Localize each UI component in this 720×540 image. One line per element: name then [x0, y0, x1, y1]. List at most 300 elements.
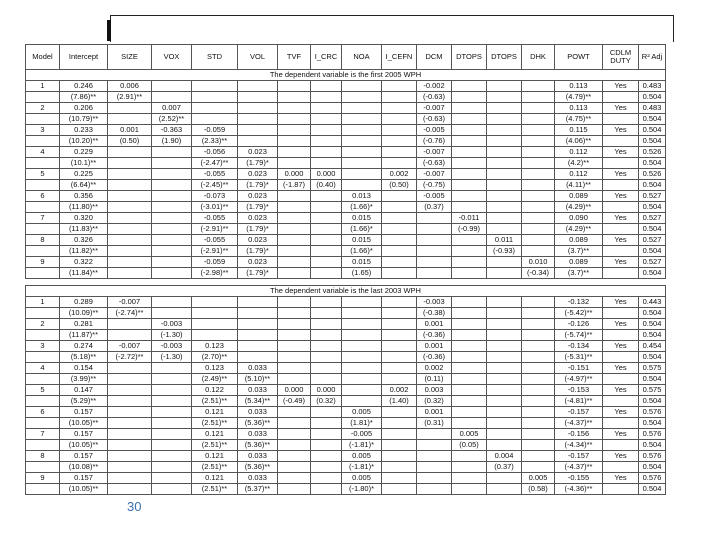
table-cell: 6 — [26, 191, 60, 202]
table-cell: 0.527 — [639, 235, 666, 246]
table-cell: 0.001 — [417, 319, 452, 330]
table-cell — [452, 396, 487, 407]
table-cell — [522, 451, 555, 462]
table-cell — [487, 213, 522, 224]
table-cell — [382, 352, 417, 363]
table-cell — [238, 114, 278, 125]
table-cell: (-4.97)** — [555, 374, 603, 385]
table-cell: 0.504 — [639, 224, 666, 235]
table-cell: (10.09)** — [60, 308, 108, 319]
table-cell: 0.112 — [555, 169, 603, 180]
table-cell — [108, 169, 152, 180]
table-cell: (4.75)** — [555, 114, 603, 125]
table-cell: (0.37) — [487, 462, 522, 473]
coefficient-row — [26, 235, 666, 246]
column-header: Intercept — [60, 45, 108, 70]
table-cell: 0.526 — [639, 147, 666, 158]
tstat-row — [26, 418, 666, 429]
table-cell: (1.81)* — [342, 418, 382, 429]
table-cell — [452, 363, 487, 374]
table-cell — [108, 385, 152, 396]
table-cell — [487, 407, 522, 418]
table-cell: (-4.36)** — [555, 484, 603, 495]
table-cell — [417, 246, 452, 257]
table-cell — [452, 81, 487, 92]
tstat-row — [26, 114, 666, 125]
table-cell: 0.504 — [639, 308, 666, 319]
table-cell — [311, 92, 342, 103]
table-cell — [522, 191, 555, 202]
table-cell: 0.504 — [639, 92, 666, 103]
table-cell: 0.274 — [60, 341, 108, 352]
table-cell — [311, 213, 342, 224]
column-header: R² Adj — [639, 45, 666, 70]
table-cell: Yes — [603, 297, 639, 308]
table-cell: -0.005 — [417, 191, 452, 202]
table-cell — [192, 319, 238, 330]
table-cell: 2 — [26, 319, 60, 330]
table-cell: 0.112 — [555, 147, 603, 158]
table-cell — [108, 484, 152, 495]
table-cell: (2.33)** — [192, 136, 238, 147]
table-cell: (-2.98)** — [192, 268, 238, 279]
column-header: STD — [192, 45, 238, 70]
table-cell — [417, 268, 452, 279]
table-cell — [192, 308, 238, 319]
table-cell: (6.64)** — [60, 180, 108, 191]
table-cell: 3 — [26, 125, 60, 136]
table-cell — [522, 246, 555, 257]
table-cell: 0.575 — [639, 385, 666, 396]
table-cell: (5.29)** — [60, 396, 108, 407]
table-cell: 0.504 — [639, 158, 666, 169]
table-cell — [487, 341, 522, 352]
column-header: Model — [26, 45, 60, 70]
table-cell — [278, 224, 311, 235]
table-cell: 0.527 — [639, 191, 666, 202]
table-cell — [108, 268, 152, 279]
table-cell — [108, 246, 152, 257]
table-cell — [487, 330, 522, 341]
table-cell: Yes — [603, 257, 639, 268]
table-cell: Yes — [603, 235, 639, 246]
table-cell: (-0.99) — [452, 224, 487, 235]
table-cell — [108, 224, 152, 235]
table-cell: 0.527 — [639, 213, 666, 224]
table-cell: 0.576 — [639, 451, 666, 462]
table-cell: 0.281 — [60, 319, 108, 330]
table-cell: (0.11) — [417, 374, 452, 385]
table-cell — [603, 418, 639, 429]
table-cell — [452, 352, 487, 363]
coefficient-row — [26, 407, 666, 418]
table-cell: 0.121 — [192, 473, 238, 484]
table-cell — [238, 330, 278, 341]
table-cell: -0.132 — [555, 297, 603, 308]
table-cell: (1.79)* — [238, 224, 278, 235]
table-cell — [382, 202, 417, 213]
table-cell — [342, 136, 382, 147]
table-cell — [417, 213, 452, 224]
table-cell: (10.05)** — [60, 440, 108, 451]
table-cell: 0.033 — [238, 473, 278, 484]
table-cell — [342, 92, 382, 103]
table-cell: -0.003 — [417, 297, 452, 308]
table-cell — [487, 202, 522, 213]
table-cell — [278, 341, 311, 352]
table-cell — [382, 103, 417, 114]
table-cell — [487, 374, 522, 385]
table-cell — [522, 418, 555, 429]
panel-gap — [26, 279, 666, 286]
table-cell: (4.79)** — [555, 92, 603, 103]
table-cell — [382, 257, 417, 268]
table-cell — [342, 103, 382, 114]
table-cell: -0.007 — [108, 341, 152, 352]
table-cell — [452, 103, 487, 114]
table-cell — [311, 257, 342, 268]
table-cell — [382, 363, 417, 374]
table-cell: (-0.63) — [417, 114, 452, 125]
table-cell — [487, 191, 522, 202]
table-cell — [108, 418, 152, 429]
table-cell: (1.90) — [152, 136, 192, 147]
table-cell — [278, 191, 311, 202]
table-cell — [382, 81, 417, 92]
coefficient-row — [26, 125, 666, 136]
table-cell: (-0.34) — [522, 268, 555, 279]
table-cell — [26, 374, 60, 385]
table-cell: -0.007 — [417, 103, 452, 114]
tstat-row — [26, 246, 666, 257]
table-cell: 0.576 — [639, 473, 666, 484]
table-cell — [278, 363, 311, 374]
table-cell — [26, 462, 60, 473]
table-cell — [603, 92, 639, 103]
table-cell — [108, 235, 152, 246]
table-cell: 0.246 — [60, 81, 108, 92]
table-cell: -0.007 — [417, 147, 452, 158]
table-cell — [311, 462, 342, 473]
coefficient-row — [26, 191, 666, 202]
table-cell — [342, 396, 382, 407]
table-cell — [278, 136, 311, 147]
table-cell — [382, 462, 417, 473]
column-header: POWT — [555, 45, 603, 70]
table-cell: 9 — [26, 257, 60, 268]
table-cell — [487, 81, 522, 92]
table-cell: (-1.30) — [152, 330, 192, 341]
table-cell: (-2.47)** — [192, 158, 238, 169]
table-cell: 8 — [26, 451, 60, 462]
table-cell: Yes — [603, 473, 639, 484]
table-cell: 0.033 — [238, 407, 278, 418]
table-cell — [452, 180, 487, 191]
column-header: TVF — [278, 45, 311, 70]
table-cell: (-2.91)** — [192, 246, 238, 257]
table-cell — [152, 213, 192, 224]
table-cell — [522, 125, 555, 136]
tstat-row — [26, 180, 666, 191]
table-cell — [452, 462, 487, 473]
table-cell — [238, 92, 278, 103]
table-cell: 0.483 — [639, 103, 666, 114]
table-cell: 0.123 — [192, 363, 238, 374]
table-cell — [311, 235, 342, 246]
table-cell — [26, 180, 60, 191]
table-cell: 0.157 — [60, 429, 108, 440]
table-cell — [152, 92, 192, 103]
table-cell: 0.504 — [639, 396, 666, 407]
table-cell: (10.05)** — [60, 418, 108, 429]
table-cell: -0.007 — [108, 297, 152, 308]
table-cell — [342, 147, 382, 158]
table-cell: 0.023 — [238, 235, 278, 246]
table-cell — [452, 202, 487, 213]
table-cell — [238, 125, 278, 136]
table-cell: 0.575 — [639, 363, 666, 374]
table-cell — [603, 440, 639, 451]
table-cell: -0.156 — [555, 429, 603, 440]
table-cell — [522, 114, 555, 125]
table-cell — [311, 125, 342, 136]
table-cell: -0.002 — [417, 81, 452, 92]
table-cell — [278, 202, 311, 213]
table-cell: 0.504 — [639, 125, 666, 136]
table-cell: 0.157 — [60, 407, 108, 418]
table-cell — [278, 374, 311, 385]
table-cell — [311, 158, 342, 169]
table-cell: 0.504 — [639, 202, 666, 213]
table-cell: 0.002 — [382, 169, 417, 180]
table-cell: (5.37)** — [238, 484, 278, 495]
table-cell — [278, 92, 311, 103]
table-cell — [452, 330, 487, 341]
table-cell: 0.001 — [108, 125, 152, 136]
table-cell — [108, 202, 152, 213]
table-cell — [487, 169, 522, 180]
table-cell — [417, 484, 452, 495]
table-cell: (-0.36) — [417, 352, 452, 363]
table-cell: 0.033 — [238, 363, 278, 374]
table-cell: -0.056 — [192, 147, 238, 158]
table-cell — [522, 341, 555, 352]
table-cell — [238, 319, 278, 330]
coefficient-row — [26, 103, 666, 114]
tstat-row — [26, 136, 666, 147]
table-cell — [278, 319, 311, 330]
table-cell — [26, 330, 60, 341]
table-cell: (5.18)** — [60, 352, 108, 363]
table-cell: (0.58) — [522, 484, 555, 495]
table-cell: 0.229 — [60, 147, 108, 158]
column-header: DHK — [522, 45, 555, 70]
table-cell — [452, 297, 487, 308]
table-cell: (-0.63) — [417, 92, 452, 103]
table-cell: (11.84)** — [60, 268, 108, 279]
table-cell — [26, 418, 60, 429]
table-cell — [382, 191, 417, 202]
table-cell — [278, 308, 311, 319]
table-cell: (0.50) — [382, 180, 417, 191]
table-cell — [311, 103, 342, 114]
table-cell — [603, 308, 639, 319]
table-cell — [342, 169, 382, 180]
table-cell — [311, 440, 342, 451]
table-cell: 0.015 — [342, 257, 382, 268]
table-cell: 0.005 — [342, 407, 382, 418]
panel-title-row — [26, 286, 666, 297]
table-cell: (0.50) — [108, 136, 152, 147]
table-cell: 0.504 — [639, 330, 666, 341]
table-cell: 0.504 — [639, 114, 666, 125]
table-cell — [342, 330, 382, 341]
table-cell — [108, 180, 152, 191]
table-cell — [382, 429, 417, 440]
table-cell — [278, 297, 311, 308]
table-cell: (2.52)** — [152, 114, 192, 125]
table-cell: (10.08)** — [60, 462, 108, 473]
table-cell — [452, 125, 487, 136]
table-cell — [311, 363, 342, 374]
table-cell: (1.79)* — [238, 202, 278, 213]
table-cell: -0.055 — [192, 235, 238, 246]
tstat-row — [26, 374, 666, 385]
table-cell — [487, 440, 522, 451]
table-cell: 0.023 — [238, 213, 278, 224]
table-cell: (1.66)* — [342, 246, 382, 257]
table-cell: 0.206 — [60, 103, 108, 114]
table-cell: Yes — [603, 341, 639, 352]
coefficient-row — [26, 341, 666, 352]
table-cell — [278, 352, 311, 363]
table-cell — [382, 473, 417, 484]
table-cell — [26, 268, 60, 279]
table-cell — [342, 308, 382, 319]
table-cell: (-0.38) — [417, 308, 452, 319]
table-cell — [108, 407, 152, 418]
table-cell — [452, 158, 487, 169]
table-cell: 0.527 — [639, 257, 666, 268]
table-cell — [278, 125, 311, 136]
table-cell — [487, 473, 522, 484]
table-cell — [342, 125, 382, 136]
table-cell — [522, 330, 555, 341]
table-cell — [522, 297, 555, 308]
table-cell: (0.32) — [311, 396, 342, 407]
table-cell: (-2.72)** — [108, 352, 152, 363]
column-header: DTOPS — [452, 45, 487, 70]
table-cell: Yes — [603, 103, 639, 114]
table-cell: 0.320 — [60, 213, 108, 224]
table-cell — [311, 308, 342, 319]
table-cell: (10.79)** — [60, 114, 108, 125]
table-cell: 0.122 — [192, 385, 238, 396]
table-cell: 0.576 — [639, 429, 666, 440]
table-cell — [152, 308, 192, 319]
table-cell: 0.023 — [238, 147, 278, 158]
table-cell: 0.504 — [639, 180, 666, 191]
table-cell: (3.7)** — [555, 268, 603, 279]
table-cell — [238, 341, 278, 352]
table-cell — [487, 224, 522, 235]
table-cell — [152, 462, 192, 473]
tstat-row — [26, 462, 666, 473]
table-cell: 0.504 — [639, 268, 666, 279]
table-cell: (5.36)** — [238, 440, 278, 451]
table-cell: 0.023 — [238, 169, 278, 180]
table-cell: 3 — [26, 341, 60, 352]
table-cell: 0.005 — [342, 451, 382, 462]
table-cell — [152, 385, 192, 396]
table-cell: (2.51)** — [192, 484, 238, 495]
table-cell — [487, 308, 522, 319]
table-cell: -0.059 — [192, 125, 238, 136]
table-cell — [487, 257, 522, 268]
table-cell: -0.003 — [152, 319, 192, 330]
table-cell — [522, 213, 555, 224]
table-cell: (-3.01)** — [192, 202, 238, 213]
table-cell — [487, 352, 522, 363]
table-cell: 0.033 — [238, 385, 278, 396]
table-cell — [417, 473, 452, 484]
table-cell: 0.504 — [639, 246, 666, 257]
table-cell — [522, 308, 555, 319]
table-cell: 0.000 — [278, 169, 311, 180]
coefficient-row — [26, 451, 666, 462]
table-cell: 0.225 — [60, 169, 108, 180]
table-cell: (1.40) — [382, 396, 417, 407]
table-cell: (-4.81)** — [555, 396, 603, 407]
table-cell: (-4.37)** — [555, 418, 603, 429]
tstat-row — [26, 440, 666, 451]
table-cell: 0.526 — [639, 169, 666, 180]
table-cell — [417, 235, 452, 246]
table-cell: 0.023 — [238, 191, 278, 202]
table-cell: 0.157 — [60, 451, 108, 462]
table-cell: (-1.80)* — [342, 484, 382, 495]
table-cell — [603, 136, 639, 147]
table-cell — [311, 352, 342, 363]
table-cell: (-2.91)** — [192, 224, 238, 235]
table-cell — [382, 224, 417, 235]
table-cell — [152, 297, 192, 308]
table-cell — [311, 429, 342, 440]
table-cell: 0.113 — [555, 81, 603, 92]
table-cell: -0.055 — [192, 169, 238, 180]
table-cell: Yes — [603, 213, 639, 224]
coefficient-row — [26, 147, 666, 158]
table-cell — [192, 81, 238, 92]
table-cell: (-0.63) — [417, 158, 452, 169]
table-cell — [278, 268, 311, 279]
table-cell: (-4.37)** — [555, 462, 603, 473]
table-cell — [522, 136, 555, 147]
table-cell: (4.06)** — [555, 136, 603, 147]
table-cell: (-1.81)* — [342, 462, 382, 473]
table-cell — [522, 202, 555, 213]
table-cell — [152, 363, 192, 374]
table-cell: 1 — [26, 81, 60, 92]
table-cell — [192, 92, 238, 103]
table-cell — [311, 191, 342, 202]
table-cell — [452, 308, 487, 319]
table-cell: -0.055 — [192, 213, 238, 224]
table-cell: 4 — [26, 147, 60, 158]
table-cell — [522, 319, 555, 330]
table-cell — [522, 180, 555, 191]
table-cell — [382, 125, 417, 136]
